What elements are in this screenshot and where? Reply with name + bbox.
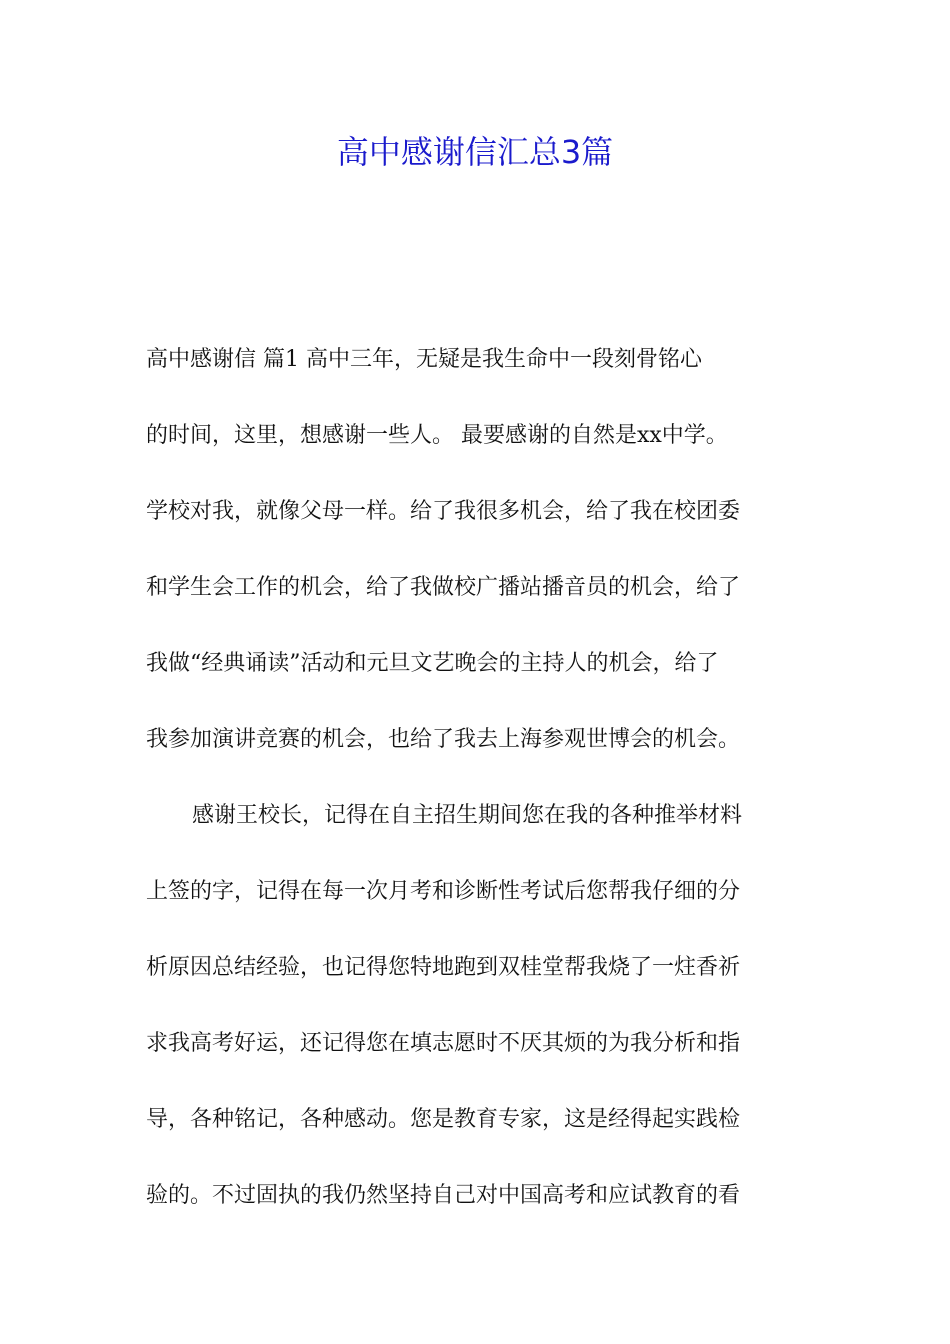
text-line: 和学生会工作的机会，给了我做校广播站播音员的机会，给了 xyxy=(146,575,741,600)
text-line: 学校对我，就像父母一样。给了我很多机会，给了我在校团委 xyxy=(146,499,741,524)
text-line: 析原因总结经验，也记得您特地跑到双桂堂帮我烧了一炷香祈 xyxy=(146,955,741,980)
text-line: 的时间，这里，想感谢一些人。 最要感谢的自然是xx中学。 xyxy=(146,423,728,448)
text-line: 感谢王校长，记得在自主招生期间您在我的各种推举材料 xyxy=(192,803,743,828)
document-title: 高中感谢信汇总3篇 xyxy=(336,133,614,171)
text-line: 验的。不过固执的我仍然坚持自己对中国高考和应试教育的看 xyxy=(146,1183,741,1208)
text-line: 我参加演讲竞赛的机会，也给了我去上海参观世博会的机会。 xyxy=(146,727,741,752)
text-line: 高中感谢信 篇1 高中三年，无疑是我生命中一段刻骨铭心 xyxy=(146,347,702,372)
text-line: 导，各种铭记，各种感动。您是教育专家，这是经得起实践检 xyxy=(146,1107,741,1132)
text-line: 求我高考好运，还记得您在填志愿时不厌其烦的为我分析和指 xyxy=(146,1031,741,1056)
text-line: 我做“经典诵读”活动和元旦文艺晚会的主持人的机会，给了 xyxy=(146,651,719,676)
text-line: 上签的字，记得在每一次月考和诊断性考试后您帮我仔细的分 xyxy=(146,879,741,904)
